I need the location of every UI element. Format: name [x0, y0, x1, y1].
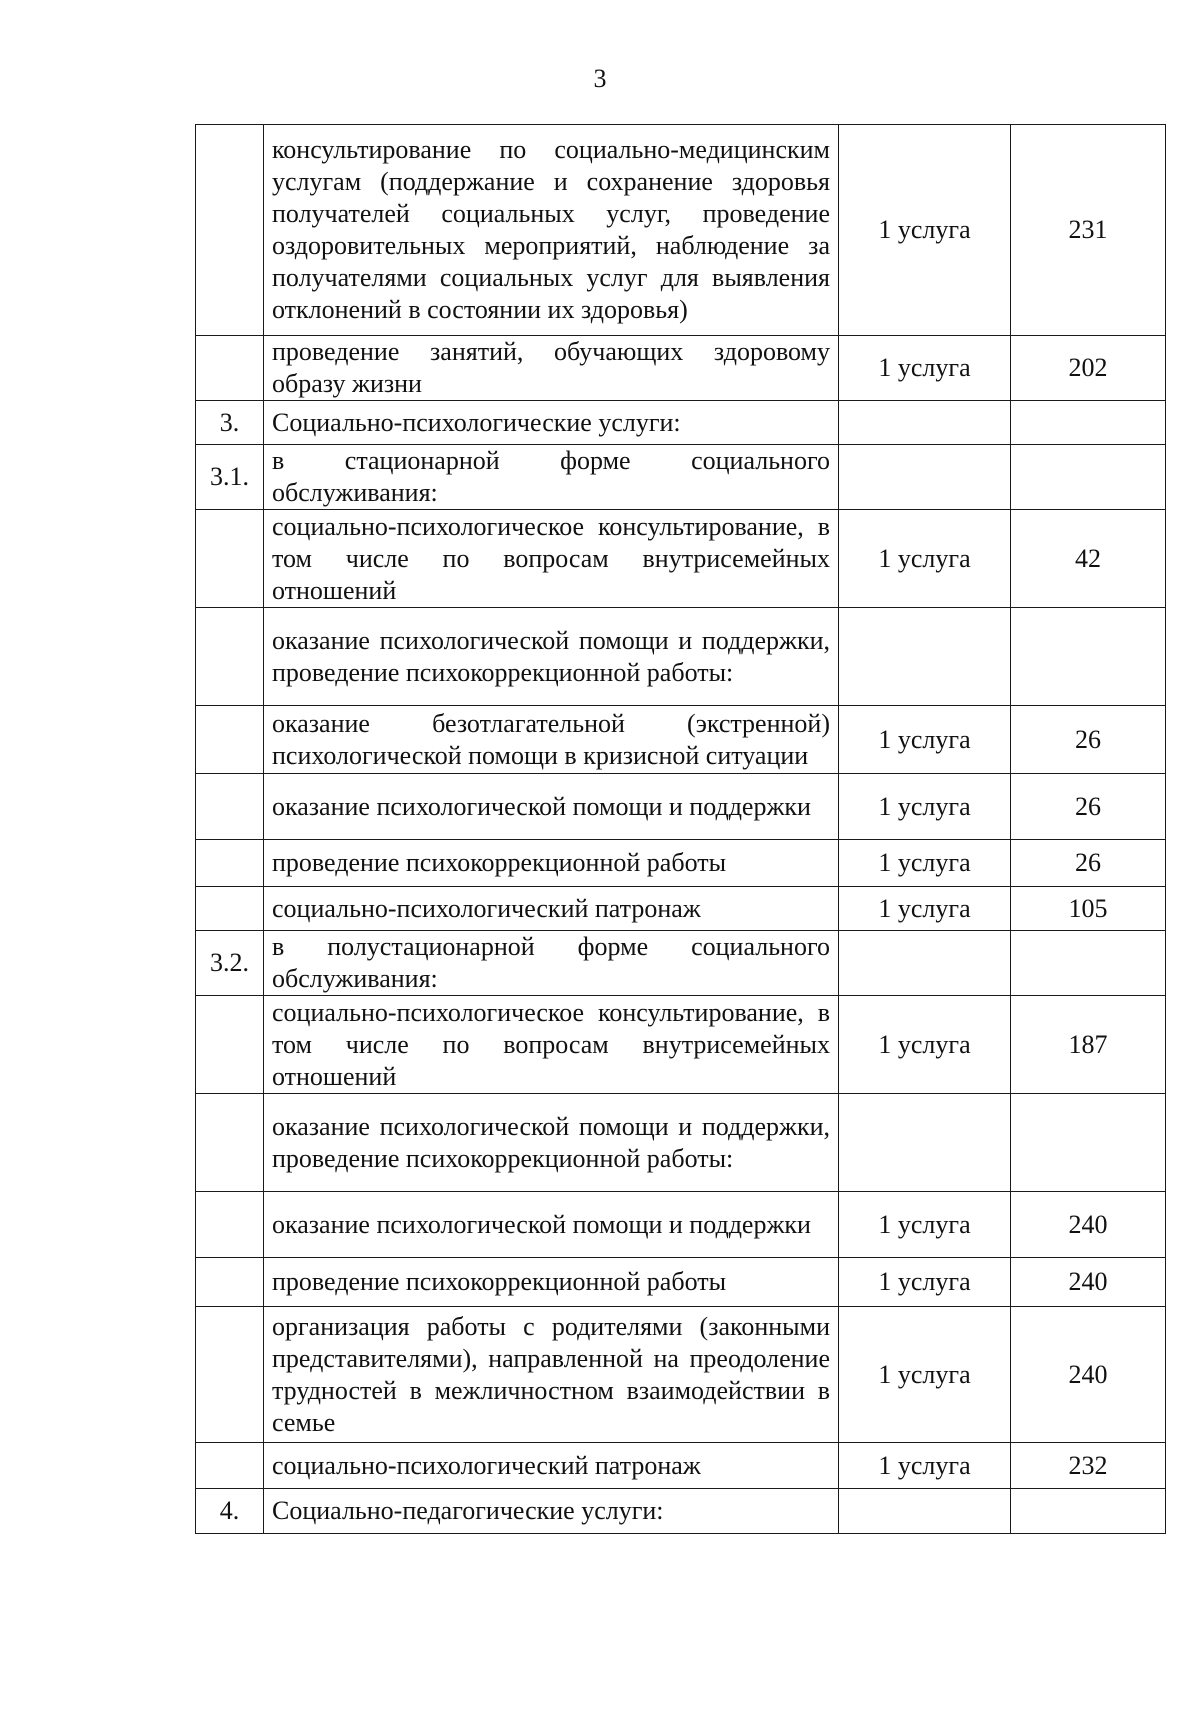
row-number [196, 840, 264, 887]
table-row [196, 1094, 1166, 1192]
table-row [196, 1307, 1166, 1443]
service-name: проведение занятий, обучающих здоровому образу жизни [264, 336, 839, 401]
service-name: оказание безотлагательной (экстренной) психологической помощи в кризисной ситуации [264, 706, 839, 774]
row-number [196, 887, 264, 931]
service-value: 26 [1011, 706, 1166, 774]
row-number [196, 608, 264, 706]
service-value [1011, 608, 1166, 706]
service-name: проведение психокоррекционной работы [264, 840, 839, 887]
row-number [196, 774, 264, 840]
row-number [196, 336, 264, 401]
table-row [196, 706, 1166, 774]
table-row [196, 336, 1166, 401]
table-row [196, 774, 1166, 840]
unit-of-measure: 1 услуга [839, 336, 1011, 401]
unit-of-measure [839, 1094, 1011, 1192]
service-name: оказание психологической помощи и поддержки [264, 1192, 839, 1258]
unit-of-measure [839, 931, 1011, 996]
row-number [196, 996, 264, 1094]
table-row [196, 1443, 1166, 1489]
table-row [196, 887, 1166, 931]
service-name: социально-психологическое консультирование, в том числе по вопросам внутрисемейных отношений [264, 510, 839, 608]
unit-of-measure [839, 1489, 1011, 1534]
service-value: 240 [1011, 1258, 1166, 1307]
service-value: 187 [1011, 996, 1166, 1094]
service-name: проведение психокоррекционной работы [264, 1258, 839, 1307]
unit-of-measure: 1 услуга [839, 510, 1011, 608]
unit-of-measure: 1 услуга [839, 1258, 1011, 1307]
row-number [196, 1192, 264, 1258]
service-value: 26 [1011, 774, 1166, 840]
unit-of-measure: 1 услуга [839, 1192, 1011, 1258]
row-number [196, 510, 264, 608]
section-heading: Социально-психологические услуги: [264, 401, 839, 445]
unit-of-measure: 1 услуга [839, 774, 1011, 840]
service-name: оказание психологической помощи и поддержки [264, 774, 839, 840]
table-row [196, 401, 1166, 445]
subsection-heading: в полустационарной форме социального обслуживания: [264, 931, 839, 996]
table-row [196, 996, 1166, 1094]
table-row [196, 931, 1166, 996]
row-number [196, 1094, 264, 1192]
unit-of-measure: 1 услуга [839, 125, 1011, 336]
unit-of-measure: 1 услуга [839, 1307, 1011, 1443]
service-name: социально-психологический патронаж [264, 887, 839, 931]
table-row [196, 125, 1166, 336]
service-value: 42 [1011, 510, 1166, 608]
unit-of-measure: 1 услуга [839, 887, 1011, 931]
row-number [196, 706, 264, 774]
row-number: 4. [196, 1489, 264, 1534]
service-value [1011, 1489, 1166, 1534]
service-group-name: оказание психологической помощи и поддержки, проведение психокоррекционной работы: [264, 608, 839, 706]
services-table [195, 124, 1166, 1534]
unit-of-measure: 1 услуга [839, 840, 1011, 887]
service-value: 105 [1011, 887, 1166, 931]
table-row [196, 608, 1166, 706]
service-value: 240 [1011, 1192, 1166, 1258]
unit-of-measure [839, 401, 1011, 445]
subsection-heading: в стационарной форме социального обслуживания: [264, 445, 839, 510]
section-heading: Социально-педагогические услуги: [264, 1489, 839, 1534]
row-number [196, 1443, 264, 1489]
unit-of-measure: 1 услуга [839, 706, 1011, 774]
row-number: 3. [196, 401, 264, 445]
row-number [196, 1258, 264, 1307]
unit-of-measure: 1 услуга [839, 1443, 1011, 1489]
service-group-name: оказание психологической помощи и поддержки, проведение психокоррекционной работы: [264, 1094, 839, 1192]
service-name: организация работы с родителями (законными представителями), направленной на преодоление трудностей в межличностном взаимодействии в семье [264, 1307, 839, 1443]
service-value [1011, 1094, 1166, 1192]
service-value: 240 [1011, 1307, 1166, 1443]
service-value: 231 [1011, 125, 1166, 336]
row-number: 3.1. [196, 445, 264, 510]
service-value: 232 [1011, 1443, 1166, 1489]
row-number [196, 125, 264, 336]
unit-of-measure: 1 услуга [839, 996, 1011, 1094]
row-number: 3.2. [196, 931, 264, 996]
service-name: социально-психологический патронаж [264, 1443, 839, 1489]
service-name: консультирование по социально-медицинским услугам (поддержание и сохранение здоровья получателей социальных услуг, проведение оздоровительных мероприятий, наблюдение за получателями социальных услуг для выявления отклонений в состоянии их здоровья) [264, 125, 839, 336]
table-row [196, 445, 1166, 510]
service-value: 202 [1011, 336, 1166, 401]
table-row [196, 1192, 1166, 1258]
table-row [196, 1258, 1166, 1307]
table-row [196, 1489, 1166, 1534]
table-row [196, 510, 1166, 608]
service-value [1011, 445, 1166, 510]
unit-of-measure [839, 445, 1011, 510]
service-value [1011, 401, 1166, 445]
row-number [196, 1307, 264, 1443]
table-row [196, 840, 1166, 887]
service-value [1011, 931, 1166, 996]
unit-of-measure [839, 608, 1011, 706]
page-number: 3 [593, 64, 607, 93]
service-name: социально-психологическое консультирование, в том числе по вопросам внутрисемейных отношений [264, 996, 839, 1094]
service-value: 26 [1011, 840, 1166, 887]
